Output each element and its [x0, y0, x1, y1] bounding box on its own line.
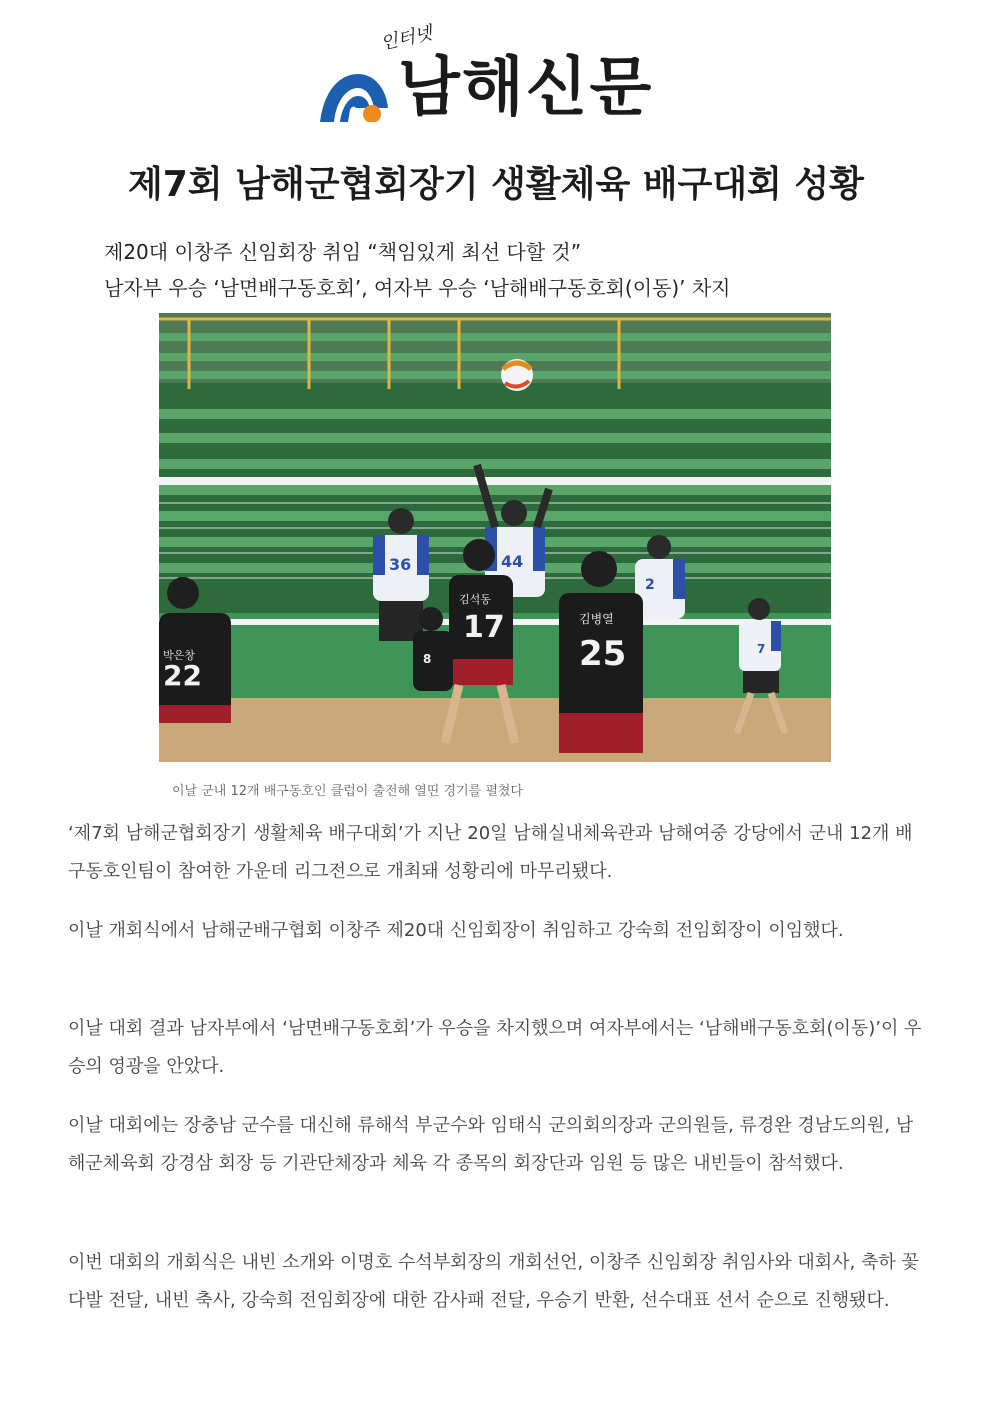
jersey-name: 김병열 [579, 612, 614, 626]
photo-caption: 이날 군내 12개 배구동호인 클럽이 출전해 열띤 경기를 펼쳤다 [172, 784, 523, 799]
jersey-number: 2 [645, 577, 655, 593]
jersey-number: 17 [463, 610, 505, 645]
jersey-number: 44 [501, 552, 524, 571]
article-paragraph: 이날 개회식에서 남해군배구협회 이창주 제20대 신임회장이 취임하고 강숙희 전임회장이 이임했다. [68, 920, 844, 941]
jersey-number: 25 [579, 634, 627, 674]
article-subheads [104, 234, 731, 306]
jersey-name: 박은창 [163, 649, 195, 662]
volleyball-photo-illustration [159, 313, 831, 762]
logo-mark-icon [318, 70, 390, 122]
jersey-number: 36 [389, 555, 412, 574]
article-headline: 제7회 남해군협회장기 생활체육 배구대회 성황 [128, 164, 864, 205]
article-paragraph: ‘제7회 남해군협회장기 생활체육 배구대회’가 지난 20일 남해실내체육관과 남해여중 강당에서 군내 12개 배구동호인팀이 참여한 가운데 리그전으로 개최돼 성황리에 마무리됐다. [68, 823, 913, 882]
logo-wordmark[interactable]: 남해신문 [398, 51, 654, 125]
jersey-number: 7 [757, 642, 766, 656]
article-paragraph: 이번 대회의 개회식은 내빈 소개와 이명호 수석부회장의 개회선언, 이창주 신임회장 취임사와 대회사, 축하 꽃다발 전달, 내빈 축사, 강숙희 전임회장에 대한 감사패 전달, 우승기 반환, 선수대표 선서 순으로 진행됐다. [68, 1252, 919, 1311]
article-paragraph: 이날 대회 결과 남자부에서 ‘남면배구동호회’가 우승을 차지했으며 여자부에서는 ‘남해배구동호회(이동)’이 우승의 영광을 안았다. [68, 1018, 922, 1077]
jersey-name: 김석동 [459, 593, 491, 606]
subhead-1: 제20대 이창주 신임회장 취임 “책임있게 최선 다할 것” [104, 240, 582, 264]
subhead-2: 남자부 우승 ‘남면배구동호회’, 여자부 우승 ‘남해배구동호회(이동)’ 차지 [104, 276, 731, 300]
jersey-number: 8 [423, 652, 432, 666]
masthead [0, 18, 992, 128]
article-photo [159, 313, 831, 762]
article-paragraph: 이날 대회에는 장충남 군수를 대신해 류해석 부군수와 임태식 군의회의장과 군의원들, 류경완 경남도의원, 남해군체육회 강경삼 회장 등 기관단체장과 체육 각 종목의 회장단과 임원 등 많은 내빈들이 참석했다. [68, 1115, 914, 1174]
logo-subtitle: 인터넷 [378, 22, 435, 55]
jersey-number: 22 [163, 659, 202, 692]
